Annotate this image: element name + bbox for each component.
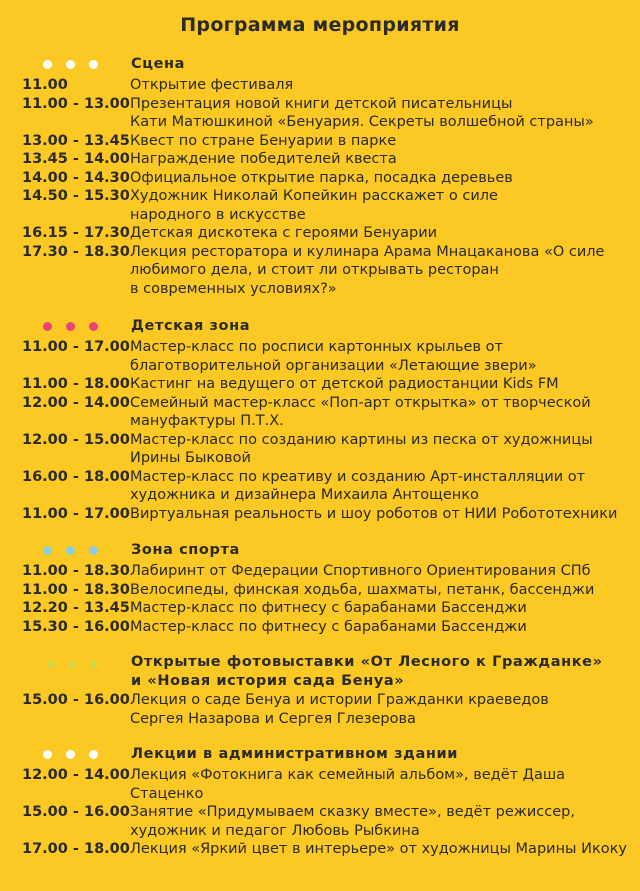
dot-icon [89,750,98,759]
event-time: 15.00 - 16.00 [22,804,130,820]
event-desc: Лекция «Фотокнига как семейный альбом», ведёт Даша Стаценко [130,767,566,802]
dot-icon [43,60,52,69]
dot-icon [66,60,75,69]
event-desc: Занятие «Придумываем сказку вместе», ведёт режиссер, художник и педагог Любовь Рыбкина [130,804,575,839]
section-dots [43,750,98,759]
section-lectures [0,744,640,859]
event-row [0,803,640,840]
event-time: 14.50 - 15.30 [22,188,130,204]
event-desc: Мастер-класс по креативу и созданию Арт-инсталляции от художника и дизайнера Михаила Антощенко [130,468,586,503]
section-title: Открытые фотовыставки «От Лесного к Гражданке» и «Новая история сада Бенуа» [131,654,603,689]
dot-icon [43,322,52,331]
section-dots [48,661,97,668]
event-desc: Мастер-класс по росписи картонных крыльев от благотворительной организации «Летающие звери» [130,339,537,374]
event-time: 13.45 - 14.00 [22,151,130,167]
event-time: 11.00 [22,77,68,93]
event-time: 11.00 - 18.00 [22,376,130,392]
dot-icon [89,60,98,69]
event-row [0,581,640,600]
event-row [0,375,640,394]
event-time: 12.20 - 13.45 [22,600,130,616]
event-row [0,76,640,95]
event-time: 17.00 - 18.00 [22,841,130,857]
dot-icon [48,661,55,668]
section-header [0,744,640,766]
event-time: 14.00 - 14.30 [22,169,130,186]
dot-icon [90,661,97,668]
dot-icon [66,750,75,759]
section-header [0,54,640,76]
dot-icon [66,546,75,555]
dot-icon [89,322,98,331]
event-time: 11.00 - 18.30 [22,581,130,598]
event-row [0,840,640,859]
event-time: 12.00 - 15.00 [22,431,130,448]
event-desc: Официальное открытие парка, посадка деревьев [130,169,513,186]
event-row [0,505,640,524]
event-row [0,169,640,188]
event-time: 12.00 - 14.00 [22,394,130,411]
event-time: 11.00 - 17.00 [22,505,130,522]
event-time: 12.00 - 14.00 [22,767,130,783]
event-row [0,562,640,581]
event-desc: Награждение победителей квеста [130,151,397,167]
event-desc: Виртуальная реальность и шоу роботов от НИИ Робототехники [130,505,618,522]
event-row [0,132,640,151]
section-kids-zone [0,316,640,523]
event-row [0,618,640,637]
event-desc: Мастер-класс по фитнесу с барабанами Бассенджи [130,618,527,635]
event-row [0,338,640,375]
section-header [0,653,640,691]
section-title: Детская зона [131,318,251,334]
event-desc: Презентация новой книги детской писательницы Кати Матюшкиной «Бенуария. Секреты волшебной страны» [130,95,594,130]
section-title: Лекции в административном здании [131,746,458,762]
event-desc: Лекция «Яркий цвет в интерьере» от художницы Марины Икоку [130,841,627,857]
event-desc: Лекция о саде Бенуа и истории Гражданки краеведов Сергея Назарова и Сергея Глезерова [130,692,549,727]
event-desc: Лекция ресторатора и кулинара Арама Мнацаканова «О силе любимого дела, и стоит ли открывать ресторан в современных условиях?» [130,243,605,297]
event-row [0,95,640,132]
event-desc: Мастер-класс по созданию картины из песка от художницы Ирины Быковой [130,431,593,466]
section-title: Сцена [131,56,186,72]
event-desc: Семейный мастер-класс «Поп-арт открытка» от творческой мануфактуры П.Т.Х. [130,394,591,429]
event-time: 13.00 - 13.45 [22,132,130,149]
event-row [0,599,640,618]
event-time: 11.00 - 17.00 [22,339,130,355]
dot-icon [66,322,75,331]
event-desc: Художник Николай Копейкин расскажет о силе народного в искусстве [130,188,498,223]
event-desc: Велосипеды, финская ходьба, шахматы, петанк, бассенджи [130,581,595,598]
section-sports-zone [0,540,640,636]
event-desc: Открытие фестиваля [130,77,294,93]
event-time: 16.00 - 18.00 [22,468,130,485]
section-dots [43,546,98,555]
event-row [0,243,640,299]
section-dots [43,322,98,331]
event-time: 11.00 - 13.00 [22,95,130,112]
event-time: 15.30 - 16.00 [22,618,130,635]
section-dots [43,60,98,69]
event-row [0,766,640,803]
section-title: Зона спорта [131,542,240,558]
event-time: 16.15 - 17.30 [22,225,130,241]
event-row [0,431,640,468]
dot-icon [43,546,52,555]
event-row [0,468,640,505]
event-row [0,187,640,224]
event-desc: Мастер-класс по фитнесу с барабанами Бассенджи [130,600,527,616]
section-header [0,316,640,338]
event-time: 11.00 - 18.30 [22,563,130,579]
dot-icon [69,661,76,668]
event-row [0,691,640,728]
event-time: 17.30 - 18.30 [22,243,130,260]
event-row [0,150,640,169]
dot-icon [89,546,98,555]
event-row [0,394,640,431]
event-desc: Лабиринт от Федерации Спортивного Ориентирования СПб [130,563,591,579]
event-desc: Детская дискотека с героями Бенуарии [130,225,438,241]
section-header [0,540,640,562]
event-time: 15.00 - 16.00 [22,692,130,708]
section-stage [0,54,640,298]
event-desc: Кастинг на ведущего от детской радиостанции Kids FM [130,376,559,392]
event-desc: Квест по стране Бенуарии в парке [130,132,397,149]
dot-icon [43,750,52,759]
event-row [0,224,640,243]
page-title: Программа мероприятия [180,14,460,36]
section-photo-exhibitions [0,653,640,728]
